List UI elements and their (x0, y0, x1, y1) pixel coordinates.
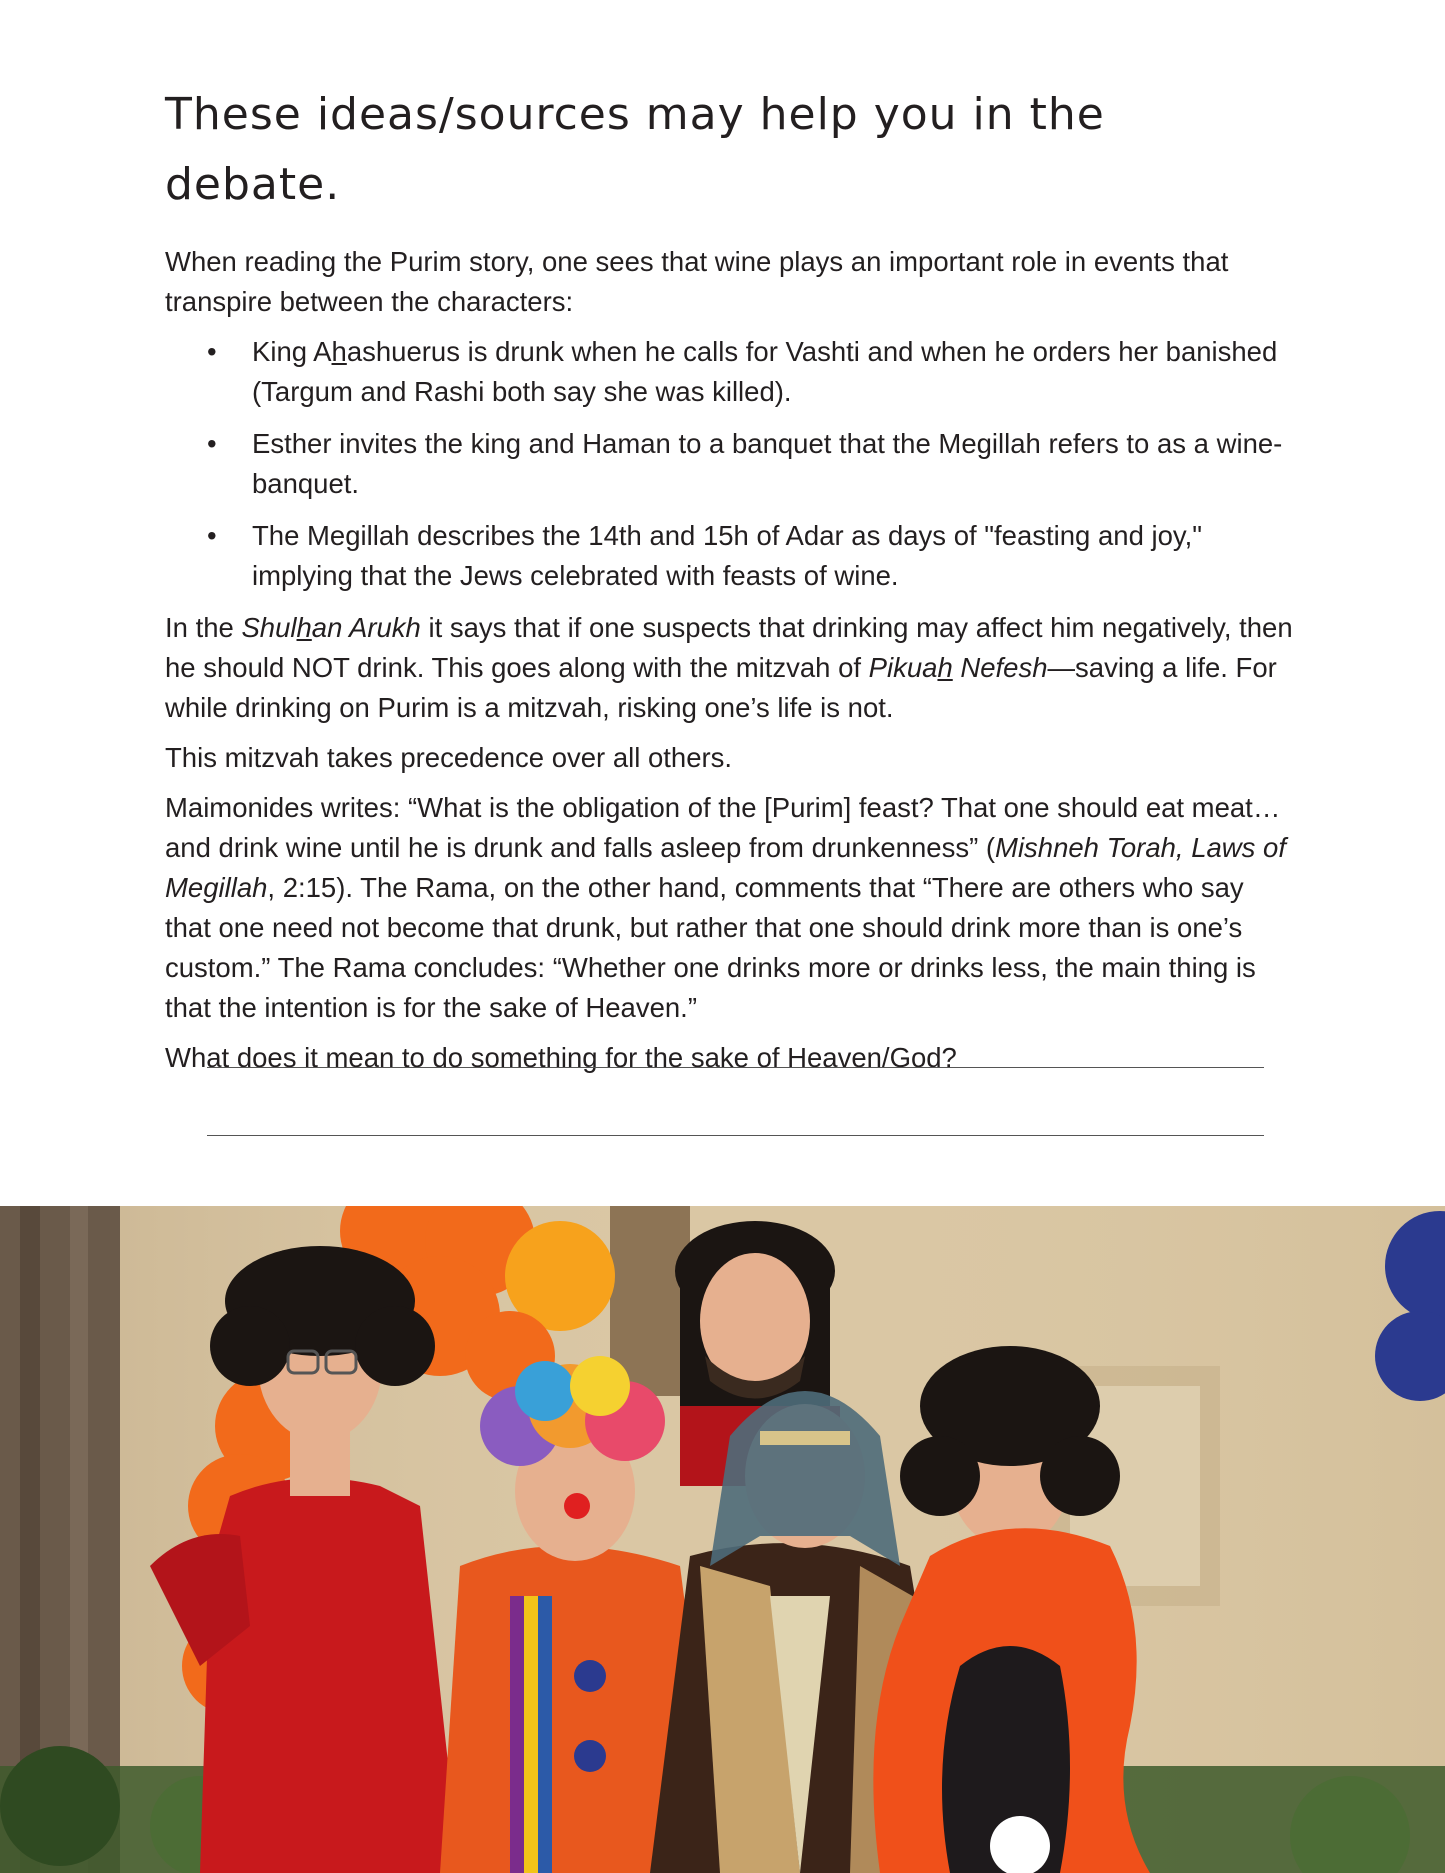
bullet-icon: • (207, 428, 217, 459)
shulhan-arukh-paragraph: In the Shulhan Arukh it says that if one suspects that drinking may affect him negatively, then he should NOT drink. This goes along with the mitzvah of Pikuah Nefesh—saving a life. For while drinking on Purim is a mitzvah, risking one’s life is not. (165, 612, 1293, 723)
list-item: • The Megillah describes the 14th and 15h of Adar as days of "feasting and joy," implying that the Jews celebrated with feasts of wine. (252, 516, 1295, 596)
purim-costume-photo-drawing (0, 1206, 1445, 1873)
list-item: • King Ahashuerus is drunk when he calls for Vashti and when he orders her banished (Targum and Rashi both say she was killed). (252, 332, 1295, 412)
bullet-icon: • (207, 336, 217, 367)
intro-paragraph: When reading the Purim story, one sees that wine plays an important role in events that transpire between the characters: (165, 246, 1229, 317)
precedence-paragraph: This mitzvah takes precedence over all others. (165, 742, 733, 773)
answer-line-2[interactable] (207, 1135, 1264, 1136)
answer-line-1[interactable] (207, 1067, 1264, 1068)
wine-events-list (165, 332, 1295, 596)
pikuah-nefesh-term: Pikuah Nefesh (868, 652, 1048, 683)
purim-costume-photo (0, 1206, 1445, 1873)
maimonides-paragraph: Maimonides writes: “What is the obligation of the [Purim] feast? That one should eat meat…and drink wine until he is drunk and falls asleep from drunkenness” (Mishneh Torah, Laws of Megillah, 2:15). The Rama, on the other hand, comments that “There are others who say that one need not become that drunk, but rather that one should drink more than is one’s custom.” The Rama concludes: “Whether one drinks more or drinks less, the main thing is that the intention is for the sake of Heaven.” (165, 792, 1286, 1023)
list-item: • Esther invites the king and Haman to a banquet that the Megillah refers to as a wine-banquet. (252, 424, 1295, 504)
shulhan-arukh-title: Shulhan Arukh (241, 612, 421, 643)
mishneh-torah-citation: Mishneh Torah, Laws of Megillah (165, 832, 1286, 903)
bullet-icon: • (207, 520, 217, 551)
worksheet-content (165, 80, 1295, 1088)
reflection-question: What does it mean to do something for the sake of Heaven/God? (165, 1042, 957, 1073)
page-heading: These ideas/sources may help you in the debate. (165, 89, 1105, 210)
